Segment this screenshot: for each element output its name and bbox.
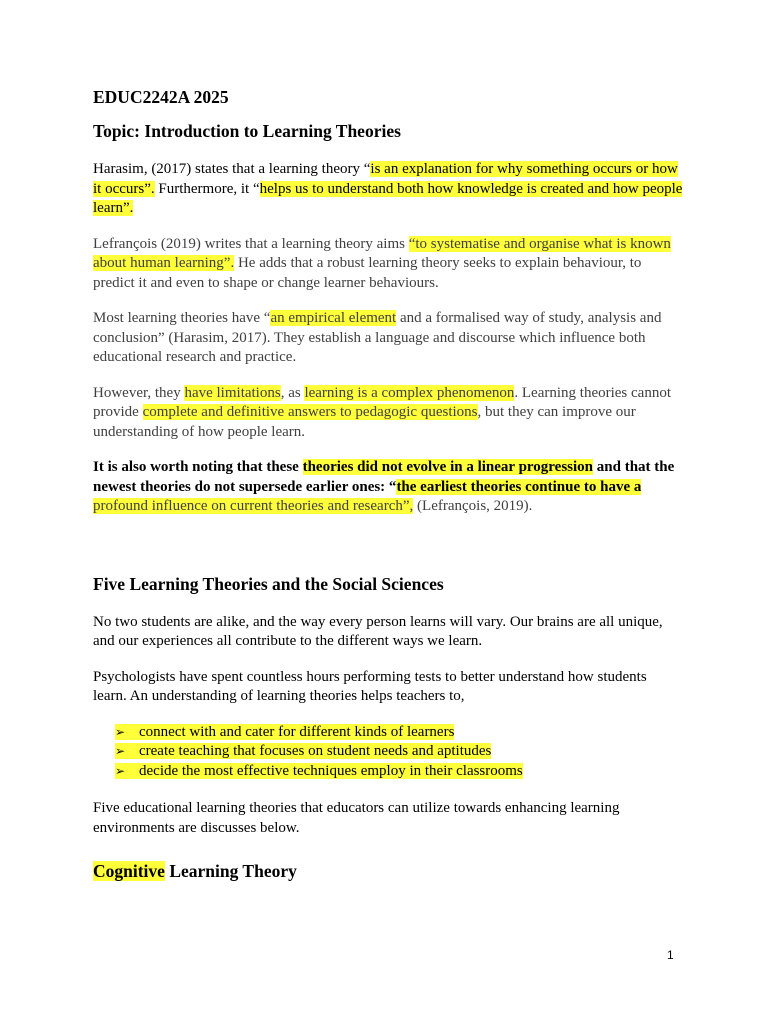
topic-title: Topic: Introduction to Learning Theories — [93, 121, 401, 141]
text-run: He adds that a robust learning theory seeks to explain behaviour, to predict it and even to shape or change learner behaviours. — [93, 255, 642, 291]
highlighted-text: helps us to understand both how knowledge is created and how people learn”. — [93, 180, 683, 216]
bold-highlighted-text: the earliest theories continue to have a — [396, 478, 642, 495]
arrow-bullet-icon: ➢ — [115, 724, 126, 739]
bold-highlighted-text: theories did not evolve in a linear progression — [302, 459, 594, 475]
highlighted-list-text — [115, 724, 454, 740]
highlighted-text: learning is a complex phenomenon — [304, 384, 515, 401]
highlighted-text: profound influence on current theories and research”, — [93, 498, 414, 514]
text-run: (Lefrançois, 2019). — [413, 498, 533, 514]
text-run: , as — [280, 384, 305, 401]
bold-text: It is also worth noting that these — [93, 459, 303, 475]
highlighted-text: is an explanation for why something occurs or how it occurs”. — [93, 161, 678, 197]
document-body — [93, 86, 683, 882]
text-run: and a formalised way of study, analysis and conclusion” (Harasim, 2017). They establish a language and discourse which influence both educational research and practice. — [93, 310, 662, 365]
section-heading-five-theories: Five Learning Theories and the Social Sciences — [93, 573, 444, 594]
list-item-text: decide the most effective techniques employ in their classrooms — [139, 762, 523, 779]
list-item-text: connect with and cater for different kinds of learners — [139, 723, 455, 740]
highlighted-list-text — [115, 743, 491, 759]
highlighted-text: complete and definitive answers to pedagogic questions — [142, 404, 478, 420]
highlighted-text: an empirical element — [270, 310, 397, 326]
list-item — [115, 762, 683, 782]
text-run: , but they can improve our understanding of how people learn. — [93, 404, 636, 440]
highlighted-heading-word: Cognitive — [93, 861, 165, 881]
list-item-text: create teaching that focuses on student needs and aptitudes — [139, 743, 492, 759]
course-code: EDUC2242A 2025 — [93, 87, 229, 107]
heading-text: Learning Theory — [164, 861, 297, 881]
text-run: Lefrançois (2019) writes that a learning theory aims — [93, 235, 409, 252]
paragraph-five-theories-intro: Five educational learning theories that educators can utilize towards enhancing learning environments are discusses below. — [93, 800, 620, 836]
highlighted-text: “to systematise and organise what is known about human learning”. — [93, 235, 671, 271]
highlighted-list-text — [115, 763, 523, 779]
page-number: 1 — [667, 948, 674, 962]
paragraph-empirical-element — [93, 309, 683, 368]
list-item — [115, 742, 683, 762]
text-run: Most learning theories have “ — [93, 310, 271, 326]
bold-text: and that the newest theories do not supersede earlier ones: “ — [93, 459, 675, 495]
text-run: However, they — [93, 384, 185, 401]
text-run: . Learning theories cannot provide — [93, 384, 671, 420]
bullet-list — [115, 723, 683, 782]
arrow-bullet-icon: ➢ — [115, 763, 126, 778]
arrow-bullet-icon: ➢ — [115, 744, 126, 758]
text-run: Harasim, (2017) states that a learning theory “ — [93, 161, 371, 177]
paragraph-limitations — [93, 384, 683, 443]
paragraph-lefrancois-aims — [93, 235, 683, 294]
paragraph-linear-progression — [93, 458, 683, 517]
paragraph-psychologists: Psychologists have spent countless hours performing tests to better understand how students learn. An understanding of learning theories helps teachers to, — [93, 668, 647, 704]
paragraph-no-two-students: No two students are alike, and the way every person learns will vary. Our brains are all unique, and our experiences all contribute to the different ways we learn. — [93, 613, 663, 649]
paragraph-harasim-definition — [93, 160, 683, 219]
text-run: Furthermore, it “ — [154, 180, 260, 197]
list-item — [115, 723, 683, 743]
highlighted-text: have limitations — [184, 384, 281, 401]
section-heading-cognitive — [93, 860, 683, 882]
